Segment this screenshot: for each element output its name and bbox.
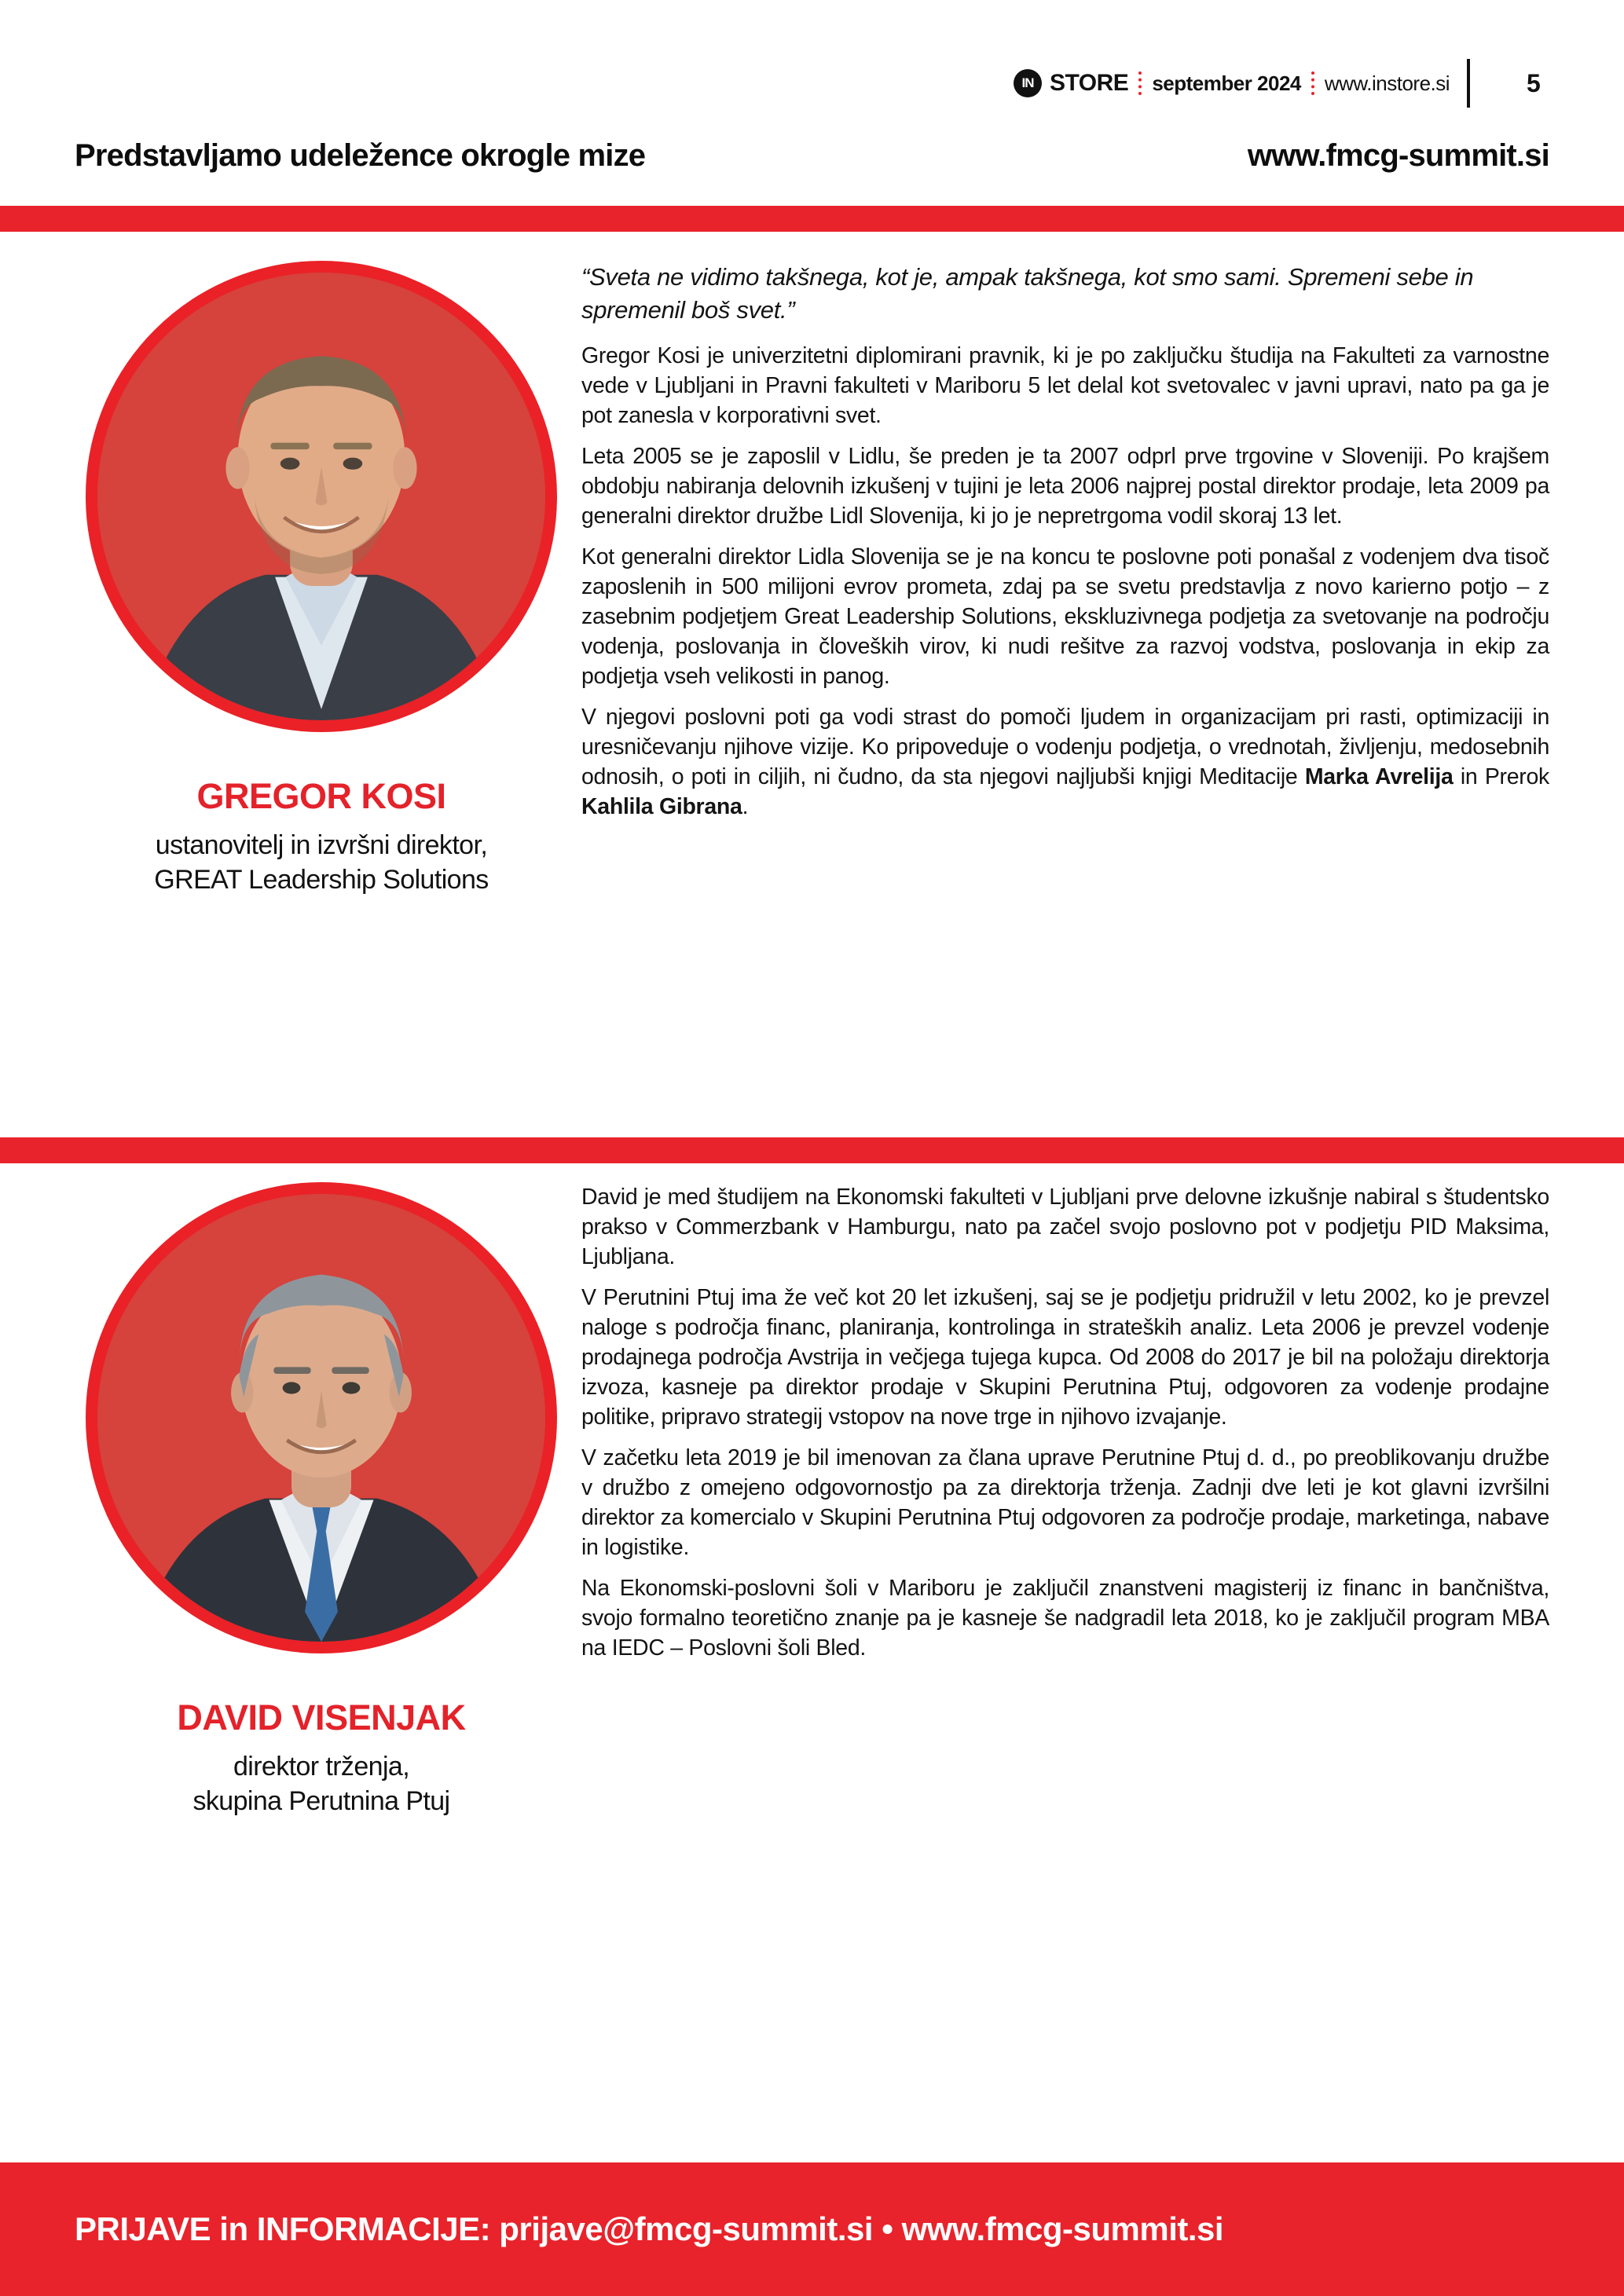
logo-wordmark: STORE <box>1050 70 1129 96</box>
person-title-line2: skupina Perutnina Ptuj <box>192 1786 450 1816</box>
person-name: GREGOR KOSI <box>196 776 446 816</box>
profile-david-visenjak <box>75 1182 1549 1818</box>
person-title-line1: direktor trženja, <box>233 1752 410 1782</box>
bio-paragraph: Gregor Kosi je univerzitetni diplomirani pravnik, ki je po zaključku študija na Fakulteti za varnostne vede v Ljubljani in Pravni fakulteti v Mariboru 5 let delal kot svetovalec v javni upravi, nato pa ga je pot zanesla v korporativni svet. <box>581 343 1549 428</box>
person-title <box>75 828 568 897</box>
pull-quote: “Sveta ne vidimo takšnega, kot je, ampak takšnega, kot smo sami. Spremeni sebe in spremenil boš svet.” <box>581 263 1474 324</box>
page-number-divider <box>1467 59 1470 108</box>
profile-text-column <box>581 261 1549 897</box>
section-title: Predstavljamo udeležence okrogle mize <box>75 138 646 173</box>
footer-banner <box>0 2162 1624 2296</box>
profile-text-column <box>581 1182 1549 1818</box>
profile-gregor-kosi <box>75 261 1549 897</box>
footer-contact-text: PRIJAVE in INFORMACIJE: prijave@fmcg-summit.si • www.fmcg-summit.si <box>75 2210 1224 2247</box>
profile-photo-column <box>75 1182 568 1818</box>
logo-monogram: IN <box>1021 75 1034 90</box>
red-rule-divider <box>0 1137 1624 1163</box>
instore-logo-icon <box>1014 69 1042 97</box>
issue-date: september 2024 <box>1152 71 1301 95</box>
bio-paragraph: Kot generalni direktor Lidla Slovenija se je na koncu te poslovne poti ponašal z vodenjem dva tisoč zaposlenih in 500 milijoni evrov prometa, zdaj pa se svetu predstavlja z novo karierno potjo – z zasebnim podjetjem Great Leadership Solutions, ekskluzivnega podjetja za svetovanje na področju vodenja, poslovanja in človeških virov, ki nudi rešitve za razvoj vodstva, poslovanja in ekip za podjetja vseh velikosti in panog. <box>581 544 1549 689</box>
gregor-kosi-photo <box>86 261 557 732</box>
bio-paragraph: V njegovi poslovni poti ga vodi strast do pomoči ljudem in organizacijam pri rasti, optimizaciji in uresničevanju njihove vizije. Ko pripoveduje o vodenju podjetja, o vrednotah, življenju, medosebnih odnosih, o poti in ciljih, ni čudno, da sta njegovi najljubši knjigi Meditacije Marka Avrelija in Prerok Kahlila Gibrana. <box>581 705 1549 819</box>
bio-paragraph: Leta 2005 se je zaposlil v Lidlu, še preden je ta 2007 odprl prve trgovine v Sloveniji. Po krajšem obdobju nabiranja delovnih izkušenj v tujini je leta 2006 najprej postal direktor prodaje, leta 2009 pa generalni direktor družbe Lidl Slovenija, ki jo je nepretrgoma vodil skoraj 13 let. <box>581 444 1549 529</box>
summit-site-url: www.fmcg-summit.si <box>1247 138 1549 173</box>
red-rule-top <box>0 206 1624 232</box>
person-name: DAVID VISENJAK <box>177 1697 466 1738</box>
bio-paragraph: David je med študijem na Ekonomski fakulteti v Ljubljani prve delovne izkušnje nabiral s študentsko prakso v Commerzbank v Hamburgu, nato pa začel svojo poslovno pot v podjetju PID Maksima, Ljubljana. <box>581 1185 1549 1269</box>
page-number: 5 <box>1527 68 1541 97</box>
masthead <box>1014 61 1541 105</box>
profile-photo-column <box>75 261 568 897</box>
person-title-line2: GREAT Leadership Solutions <box>154 865 489 895</box>
section-header <box>75 138 1549 174</box>
dotted-separator <box>1138 71 1142 95</box>
person-title-line1: ustanovitelj in izvršni direktor, <box>155 830 488 860</box>
bio-paragraph: V začetku leta 2019 je bil imenovan za člana uprave Perutnine Ptuj d. d., po preoblikovanju družbe v družbo z omejeno odgovornostjo pa za direktorja trženja. Zadnji dve leti je kot glavni izvršilni direktor za komercialo v Skupini Perutnina Ptuj odgovoren za področje prodaje, marketinga, nabave in logistike. <box>581 1445 1549 1560</box>
david-visenjak-photo <box>86 1182 557 1653</box>
instore-site-url: www.instore.si <box>1324 71 1450 95</box>
bio-paragraph: V Perutnini Ptuj ima že več kot 20 let izkušenj, saj se je podjetju pridružil v letu 2002, ko je prevzel naloge s področja financ, planiranja, kontrolinga in strateških analiz. Leta 2006 je prevzel vodenje prodajnega področja Avstrija in večjega tujega kupca. Od 2008 do 2017 je bil na položaju direktorja izvoza, kasneje pa direktor prodaje v Skupini Perutnina Ptuj, odgovoren za vodenje prodajne politike, pripravo strategij vstopov na nove trge in njihovo izvajanje. <box>581 1285 1549 1430</box>
bio-paragraph: Na Ekonomski-poslovni šoli v Mariboru je zaključil znanstveni magisterij iz financ in bančništva, svojo formalno teoretično znanje pa je kasneje še nadgradil leta 2018, ko je zaključil program MBA na IEDC – Poslovni šoli Bled. <box>581 1576 1549 1661</box>
dotted-separator <box>1311 71 1314 95</box>
person-title <box>75 1749 568 1818</box>
